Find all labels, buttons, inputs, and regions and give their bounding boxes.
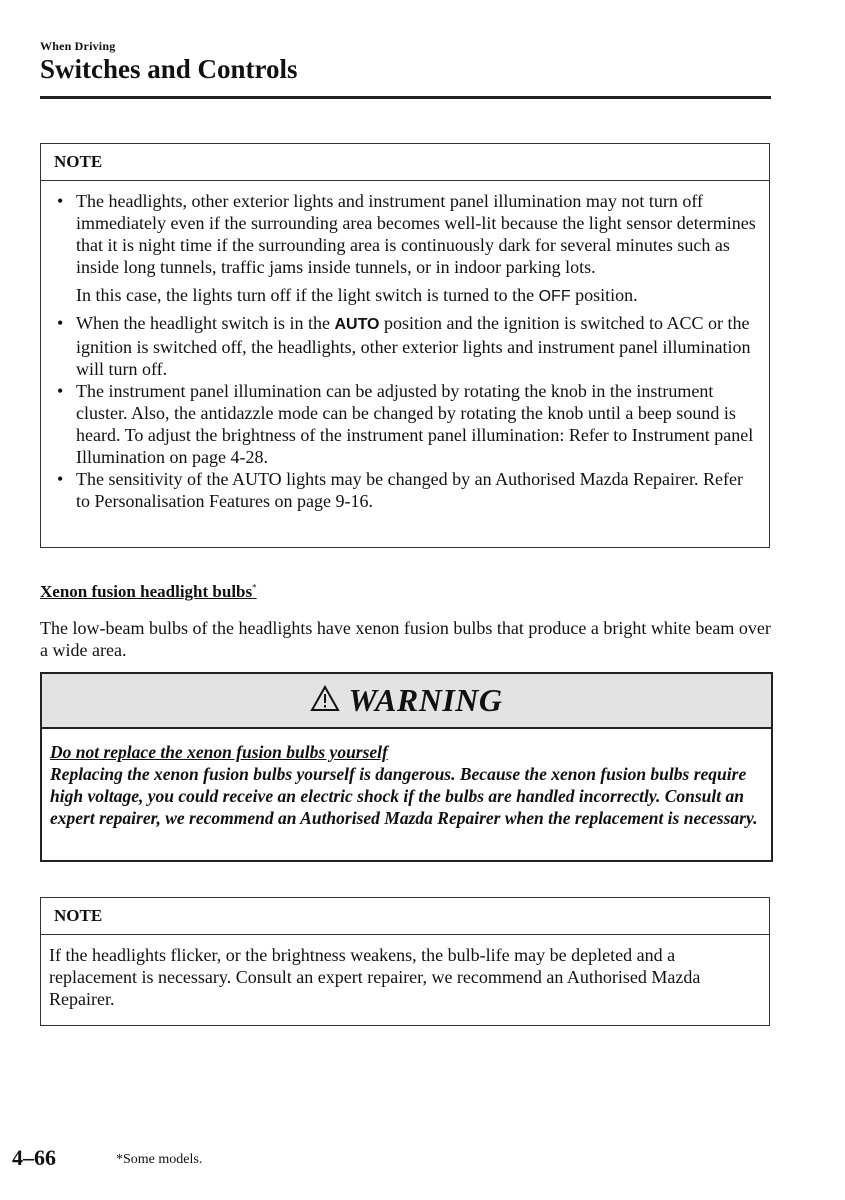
bullet-text-end: position and the ignition is switched to ACC or the ignition is switched off, the headlights, other exterior lights and instrument panel illumination will turn off.	[76, 313, 751, 379]
bullet-dot: •	[57, 469, 64, 489]
note-body: If the headlights flicker, or the brightness weakens, the bulb-life may be depleted and a replacement is necessary. Consult an expert repairer, we recommend an Authorised Mazda Repairer.	[49, 945, 701, 1009]
section-label: When Driving	[40, 39, 116, 53]
warning-subheading: Do not replace the xenon fusion bulbs yourself	[50, 742, 388, 762]
auto-switch-label: AUTO	[334, 316, 380, 333]
warning-triangle-icon	[310, 685, 340, 717]
page-title: Switches and Controls	[40, 54, 298, 84]
off-switch-label: OFF	[538, 288, 571, 305]
xenon-paragraph: The low-beam bulbs of the headlights have xenon fusion bulbs that produce a bright white beam over a wide area.	[40, 618, 771, 660]
note-bullet-2	[54, 312, 759, 380]
note-bullet-3	[54, 380, 759, 468]
note-bullet-1-sub	[54, 284, 759, 308]
note-box-1	[40, 143, 770, 548]
bullet-text: The instrument panel illumination can be adjusted by rotating the knob in the instrument cluster. Also, the antidazzle mode can be changed by rotating the knob until a beep sound is heard. To adjust the brightness of the instrument panel illumination: Refer to Instrument panel Illumination on page 4-28.	[76, 381, 754, 467]
warning-header	[42, 674, 771, 729]
sub-text-start: In this case, the lights turn off if the light switch is turned to the	[76, 285, 539, 305]
bullet-text: The headlights, other exterior lights and instrument panel illumination may not turn off immediately even if the surrounding area becomes well-lit because the light sensor determines that it is night time if the surrounding area is continuously dark for several minutes such as inside long tunnels, traffic jams inside tunnels, or in indoor parking lots.	[76, 191, 756, 277]
warning-box	[40, 672, 773, 862]
bullet-text-start: When the headlight switch is in the	[76, 313, 335, 333]
warning-body	[42, 729, 771, 829]
warning-text: Replacing the xenon fusion bulbs yourself is dangerous. Because the xenon fusion bulbs require high voltage, you could receive an electric shock if the bulbs are handled incorrectly. Consult an expert repairer, we recommend an Authorised Mazda Repairer when the replacement is necessary.	[50, 764, 758, 828]
note-bullet-1	[54, 190, 759, 278]
warning-title: WARNING	[348, 682, 503, 718]
bullet-dot: •	[57, 191, 64, 211]
note-heading: NOTE	[41, 144, 769, 181]
bullet-text: The sensitivity of the AUTO lights may be changed by an Authorised Mazda Repairer. Refer to Personalisation Features on page 9-16.	[76, 469, 744, 511]
page-number: 4–66	[12, 1145, 56, 1170]
note-body	[41, 181, 769, 512]
note-box-2	[40, 897, 770, 1026]
footnote-marker: *	[252, 582, 257, 593]
sub-text-end: position.	[570, 285, 638, 305]
note-bullet-4	[54, 468, 759, 512]
note-heading: NOTE	[41, 898, 769, 935]
title-rule	[40, 96, 771, 99]
bullet-dot: •	[57, 381, 64, 401]
xenon-heading-text: Xenon fusion headlight bulbs	[40, 582, 253, 601]
xenon-heading	[40, 582, 257, 602]
footnote: *Some models.	[116, 1152, 203, 1167]
bullet-dot: •	[57, 313, 64, 333]
